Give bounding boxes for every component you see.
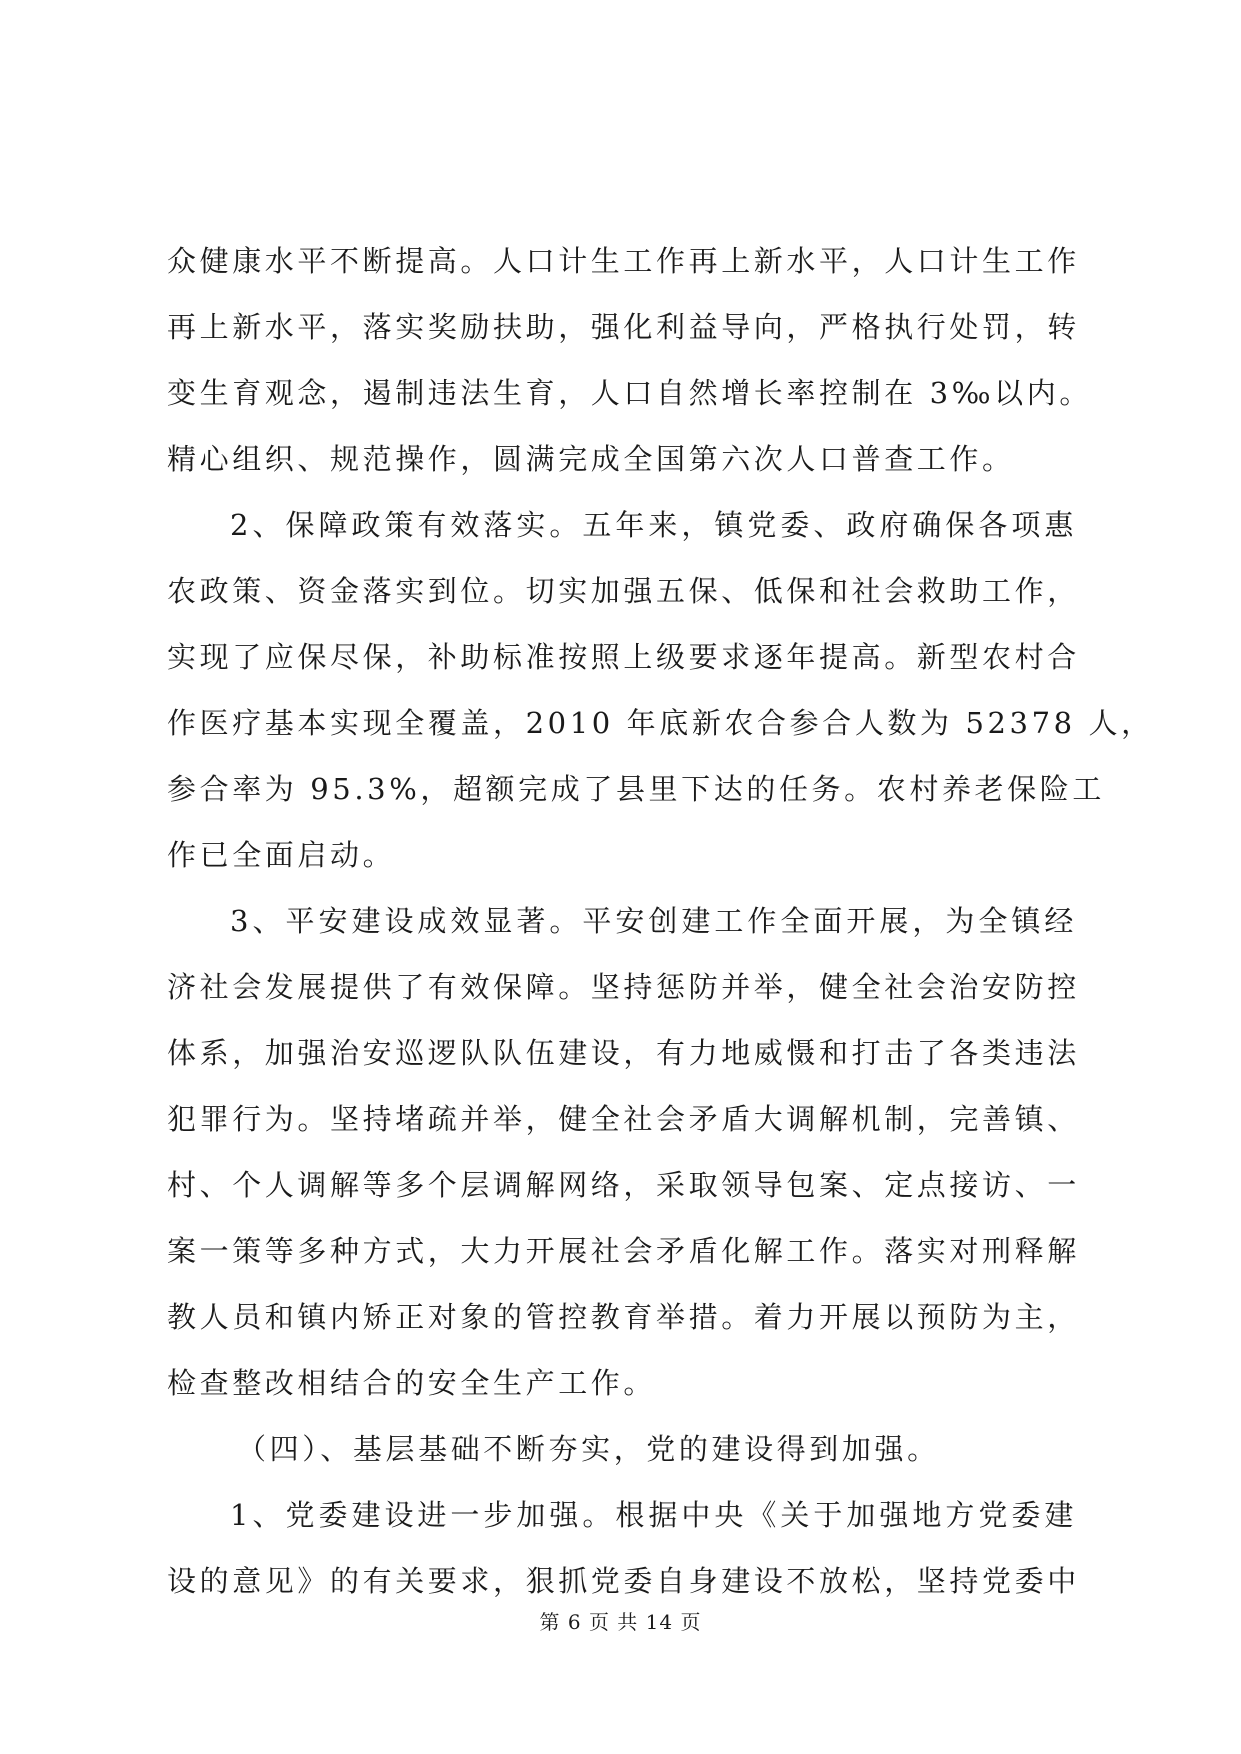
text-line: 村、个人调解等多个层调解网络，采取领导包案、定点接访、一 [167,1168,1080,1202]
paragraph-start-line: 2、保障政策有效落实。五年来，镇党委、政府确保各项惠 [230,508,1077,542]
section-heading: （四）、基层基础不断夯实，党的建设得到加强。 [237,1432,940,1466]
text-line: 再上新水平，落实奖励扶助，强化利益导向，严格执行处罚，转 [167,310,1080,344]
text-line: 济社会发展提供了有效保障。坚持惩防并举，健全社会治安防控 [167,970,1080,1004]
page-number-footer: 第 6 页 共 14 页 [539,1610,702,1634]
text-line: 作医疗基本实现全覆盖，2010 年底新农合参合人数为 52378 人， [167,706,1154,740]
text-line: 设的意见》的有关要求，狠抓党委自身建设不放松，坚持党委中 [167,1564,1080,1598]
text-line: 参合率为 95.3%，超额完成了县里下达的任务。农村养老保险工 [167,772,1105,806]
text-line: 农政策、资金落实到位。切实加强五保、低保和社会救助工作， [167,574,1080,608]
paragraph-start-line: 1、党委建设进一步加强。根据中央《关于加强地方党委建 [230,1498,1077,1532]
text-line: 犯罪行为。坚持堵疏并举，健全社会矛盾大调解机制，完善镇、 [167,1102,1080,1136]
paragraph-start-line: 3、平安建设成效显著。平安创建工作全面开展，为全镇经 [230,904,1077,938]
text-line: 变生育观念，遏制违法生育，人口自然增长率控制在 3‰以内。 [167,376,1092,410]
text-line: 案一策等多种方式，大力开展社会矛盾化解工作。落实对刑释解 [167,1234,1080,1268]
text-line: 精心组织、规范操作，圆满完成全国第六次人口普查工作。 [167,442,1015,476]
text-line: 实现了应保尽保，补助标准按照上级要求逐年提高。新型农村合 [167,640,1080,674]
document-body [167,228,1154,1614]
text-line: 体系，加强治安巡逻队队伍建设，有力地威慑和打击了各类违法 [167,1036,1080,1070]
text-line: 教人员和镇内矫正对象的管控教育举措。着力开展以预防为主， [167,1300,1080,1334]
text-line: 作已全面启动。 [167,838,396,872]
text-line: 检查整改相结合的安全生产工作。 [167,1366,657,1400]
text-line: 众健康水平不断提高。人口计生工作再上新水平，人口计生工作 [167,244,1080,278]
